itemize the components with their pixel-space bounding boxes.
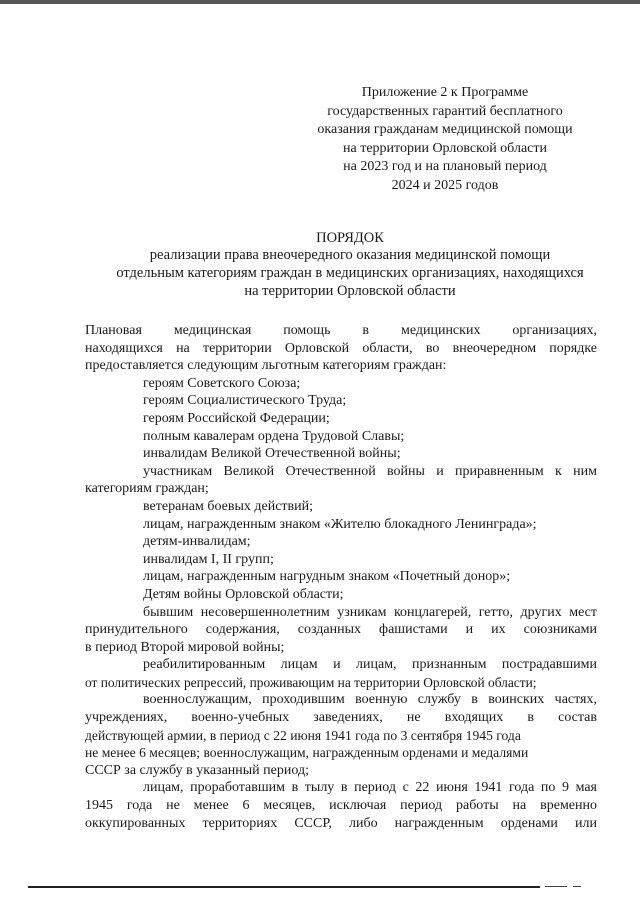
appendix-line: оказания гражданам медицинской помощи [317, 122, 573, 137]
scan-top-edge [0, 0, 640, 4]
appendix-line: 2024 и 2025 годов [391, 177, 499, 193]
subtitle-line: реализации права внеочередного оказания медицинской помощи [149, 247, 551, 263]
scan-bottom-dash [545, 886, 567, 887]
body-line: военнослужащим, проходившим военную службу в воинских частях, [143, 692, 597, 708]
body-line: находящихся на территории Орловской области, во внеочередном порядке [85, 340, 597, 356]
body-line: лицам, проработавшим в тылу в период с 22 июня 1941 года по 9 мая [143, 780, 597, 796]
body-line: участникам Великой Отечественной войны и приравненным к ним [143, 463, 597, 479]
body-line: категориям граждан; [85, 481, 209, 497]
body-line: учреждениях, военно-учебных заведениях, не входящих в состав [85, 710, 597, 726]
body-line: оккупированных территориях СССР, либо награжденным орденами или [85, 815, 597, 831]
body-line: СССР за службу в указанный период; [85, 762, 309, 778]
subtitle-line: на территории Орловской области [244, 283, 456, 299]
body-line: инвалидам Великой Отечественной войны; [143, 446, 401, 462]
body-line: ветеранам боевых действий; [143, 498, 314, 514]
document-subtitle [40, 246, 640, 300]
scan-bottom-rule [28, 886, 540, 888]
body-line: принудительного содержания, созданных фашистами и их союзниками [85, 622, 597, 638]
body-line: героям Советского Союза; [143, 375, 301, 391]
appendix-line: Приложение 2 к Программе [361, 85, 529, 100]
body-line: от политических репрессий, проживающим на территории Орловской области; [85, 674, 537, 690]
appendix-header [300, 84, 590, 195]
body-line: реабилитированным лицам и лицам, признанным пострадавшими [143, 657, 597, 673]
scan-bottom-dash [573, 886, 581, 887]
appendix-line: государственных гарантий бесплатного [327, 103, 563, 119]
body-line: героям Российской Федерации; [143, 410, 330, 426]
body-line: инвалидам I, II групп; [143, 551, 274, 567]
body-line: лицам, награжденным нагрудным знаком «Почетный донор»; [143, 569, 511, 585]
body-line: лицам, награжденным знаком «Жителю блокадного Ленинграда»; [143, 516, 537, 532]
appendix-line: на территории Орловской области [343, 140, 547, 156]
body-line: действующей армии, в период с 22 июня 1941 года по 3 сентября 1945 года [85, 727, 521, 743]
subtitle-line: отдельным категориям граждан в медицинских организациях, находящихся [116, 265, 584, 281]
body-line: не менее 6 месяцев; военнослужащим, награжденным орденами и медалями [85, 745, 529, 761]
appendix-line: на 2023 год и на плановый период [343, 159, 547, 174]
body-line: полным кавалерам ордена Трудовой Славы; [143, 428, 405, 444]
body-line: Плановая медицинская помощь в медицинских организациях, [85, 323, 597, 338]
document-title: ПОРЯДОК [316, 230, 384, 246]
body-line: Детям войны Орловской области; [143, 586, 344, 602]
body-line: бывшим несовершеннолетним узникам концлагерей, гетто, других мест [143, 604, 597, 620]
body-line: предоставляется следующим льготным категориям граждан: [85, 358, 447, 374]
body-line: детям-инвалидам; [143, 534, 251, 550]
body-line: в период Второй мировой войны; [85, 639, 285, 655]
body-line: героям Социалистического Труда; [143, 393, 347, 409]
body-line: 1945 года не менее 6 месяцев, исключая период работы на временно [85, 798, 597, 814]
document-body [85, 322, 598, 832]
